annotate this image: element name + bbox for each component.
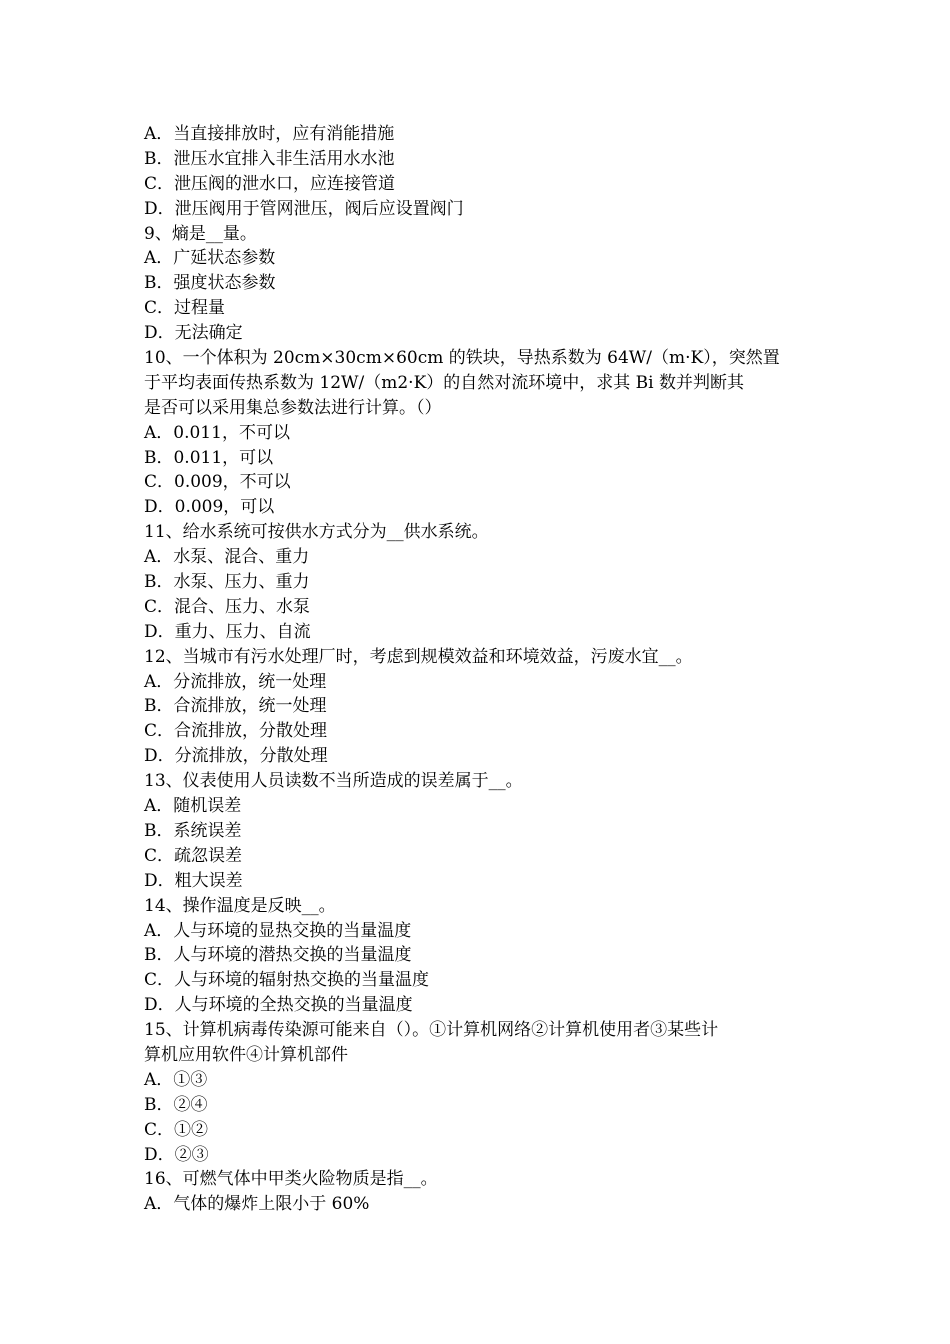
option-10b: B．0.011，可以 bbox=[144, 447, 274, 468]
question-9: 9、熵是__量。 bbox=[144, 223, 257, 244]
question-15-line-1: 15、计算机病毒传染源可能来自（）。①计算机网络②计算机使用者③某些计 bbox=[144, 1020, 719, 1041]
option-11a: A．水泵、混合、重力 bbox=[144, 547, 310, 568]
option-10a: A．0.011，不可以 bbox=[144, 422, 290, 443]
question-15-line-2: 算机应用软件④计算机部件 bbox=[144, 1044, 348, 1065]
option-8d: D．泄压阀用于管网泄压，阀后应设置阀门 bbox=[144, 198, 464, 219]
option-11c: C．混合、压力、水泵 bbox=[144, 596, 311, 617]
option-13d: D．粗大误差 bbox=[144, 870, 243, 891]
option-13b: B．系统误差 bbox=[144, 820, 242, 841]
option-12d: D．分流排放，分散处理 bbox=[144, 746, 328, 767]
option-15b: B．②④ bbox=[144, 1094, 208, 1115]
option-10d: D．0.009，可以 bbox=[144, 497, 275, 518]
option-8a: A．当直接排放时，应有消能措施 bbox=[144, 124, 395, 144]
option-12b: B．合流排放，统一处理 bbox=[144, 696, 327, 717]
option-14c: C．人与环境的辐射热交换的当量温度 bbox=[144, 970, 430, 991]
question-10-line-1: 10、一个体积为 20cm×30cm×60cm 的铁块，导热系数为 64W/（m·K），突然置 bbox=[144, 348, 780, 369]
option-14d: D．人与环境的全热交换的当量温度 bbox=[144, 995, 413, 1016]
question-13: 13、仪表使用人员读数不当所造成的误差属于__。 bbox=[144, 771, 523, 792]
question-12: 12、当城市有污水处理厂时，考虑到规模效益和环境效益，污废水宜__。 bbox=[144, 646, 693, 667]
option-9c: C．过程量 bbox=[144, 298, 226, 319]
question-14: 14、操作温度是反映__。 bbox=[144, 895, 336, 916]
option-15d: D．②③ bbox=[144, 1144, 209, 1165]
question-10-line-3: 是否可以采用集总参数法进行计算。（） bbox=[144, 397, 442, 418]
document-page bbox=[144, 122, 814, 1217]
option-11d: D．重力、压力、自流 bbox=[144, 621, 311, 642]
question-16: 16、可燃气体中甲类火险物质是指__。 bbox=[144, 1169, 438, 1190]
question-10-line-2: 于平均表面传热系数为 12W/（m2·K）的自然对流环境中，求其 Bi 数并判断其 bbox=[144, 372, 745, 393]
question-11: 11、给水系统可按供水方式分为__供水系统。 bbox=[144, 522, 489, 543]
option-11b: B．水泵、压力、重力 bbox=[144, 572, 310, 593]
option-13a: A．随机误差 bbox=[144, 796, 242, 817]
option-8c: C．泄压阀的泄水口，应连接管道 bbox=[144, 173, 396, 194]
option-15c: C．①② bbox=[144, 1119, 209, 1140]
option-9d: D．无法确定 bbox=[144, 323, 243, 344]
option-13c: C．疏忽误差 bbox=[144, 845, 243, 866]
option-8b: B．泄压水宜排入非生活用水水池 bbox=[144, 148, 395, 169]
option-12a: A．分流排放，统一处理 bbox=[144, 671, 327, 692]
option-15a: A．①③ bbox=[144, 1069, 208, 1090]
option-9a: A．广延状态参数 bbox=[144, 248, 276, 269]
option-10c: C．0.009，不可以 bbox=[144, 472, 291, 493]
option-12c: C．合流排放，分散处理 bbox=[144, 721, 328, 742]
option-14a: A．人与环境的显热交换的当量温度 bbox=[144, 920, 412, 941]
option-16a: A．气体的爆炸上限小于 60% bbox=[144, 1194, 370, 1215]
option-9b: B．强度状态参数 bbox=[144, 273, 276, 294]
option-14b: B．人与环境的潜热交换的当量温度 bbox=[144, 945, 412, 966]
